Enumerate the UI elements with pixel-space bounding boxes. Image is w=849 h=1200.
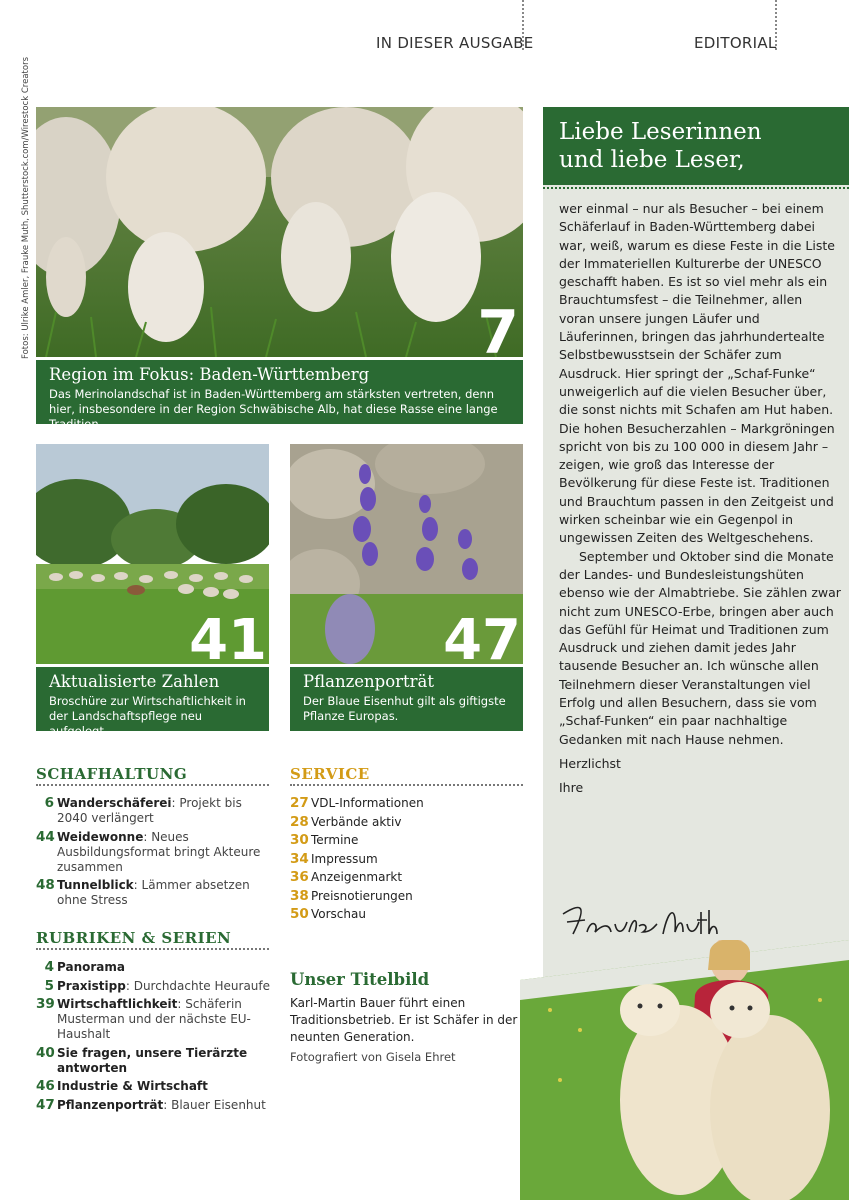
editorial-paragraph-2: September und Oktober sind die Monate der Landes- und Bundesleistungshüten ebenso wie der Almabtriebe. Sie zählen zwar nicht zum UNESCO-Erbe, bringen aber auch das Gefühl für Heimat und Traditionen zum Ausdruck und ziehen damit jedes Jahr tausende Besucher an. Ich wünsche allen Teilnehmern dieser Veranstaltungen viel Erfolg und allen Besuchern, dass sie vom „Schaf-Funken“ ein paar nachhaltige Gedanken mit nach Hause nehmen. <box>559 548 841 747</box>
teaser-page-number-47: 47 <box>443 608 521 664</box>
toc-item[interactable]: 44 Weidewonne: Neues Ausbildungsformat bringt Akteure zusammen <box>36 828 261 874</box>
rubriken-heading: RUBRIKEN & SERIEN <box>36 929 232 947</box>
toc-item[interactable]: 27 VDL-Informationen <box>290 795 424 811</box>
toc-item[interactable]: 48 Tunnelblick: Lämmer absetzen ohne Stress <box>36 877 250 907</box>
editorial-paragraph-1: wer einmal – nur als Besucher – bei einem Schäferlauf in Baden-Württemberg dabei war, weiß, warum es diese Feste in die Liste der Immateriellen Kulturerbe der UNESCO geschafft haben. Es ist so viel mehr als ein Brauchtumsfest – die Teilnehmer, allen voran unsere jungen Läufer und Läuferinnen, bringen das jahrhundertealte Selbstbewusstsein der Schäfer zum Ausdruck. Hier springt der „Schaf-Funke“ unweigerlich auf die vielen Besucher über, die sonst nichts mit Schafen am Hut haben. Die hohen Besucherzahlen – Markgröningen spricht von bis zu 100 000 in diesem Jahr – zeigen, wie groß das Interesse der Bevölkerung für diese Feste ist. Traditionen und Brauchtum passen in den Zeitgeist und wirken scheinbar wie ein Gegenpol in ungewissen Zeiten des Weltgeschehens. <box>559 201 835 546</box>
editorial-body <box>559 200 841 798</box>
schafhaltung-list <box>36 796 269 912</box>
toc-item[interactable]: 4 Panorama <box>44 959 125 975</box>
toc-item[interactable]: 6 Wanderschäferei: Projekt bis 2040 verlängert <box>44 795 242 825</box>
teaser-description-41: Broschüre zur Wirtschaftlichkeit in der Landschaftspflege neu aufgelegt. <box>49 694 246 738</box>
service-list <box>290 796 523 926</box>
toc-item[interactable]: 28 Verbände aktiv <box>290 813 402 830</box>
photo-credit: Fotos: Ulrike Amler, Frauke Muth, Shutterstock.com/Wirestock Creators <box>21 57 31 359</box>
service-heading: SERVICE <box>290 765 370 783</box>
toc-item[interactable]: 34 Impressum <box>290 850 378 867</box>
editorial-title: Liebe Leserinnen und liebe Leser, <box>543 107 849 185</box>
header-section-left: IN DIESER AUSGABE <box>376 34 534 52</box>
teaser-description-47: Der Blaue Eisenhut gilt als giftigste Pflanze Europas. <box>303 694 506 723</box>
toc-item[interactable]: 36 Anzeigenmarkt <box>290 869 403 885</box>
schafhaltung-divider <box>36 784 269 786</box>
feature-description: Das Merinolandschaf ist in Baden-Württemberg am stärksten vertreten, denn hier, insbesondere in der Region Schwäbische Alb, hat diese Rasse eine lange Tradition. <box>49 387 498 431</box>
editorial-closing: Herzlichst <box>559 755 621 771</box>
header-divider-right <box>775 0 777 50</box>
rubriken-list <box>36 960 271 1116</box>
header-section-right: EDITORIAL <box>694 34 777 52</box>
toc-item[interactable]: 40 Sie fragen, unsere Tierärzte antworten <box>36 1044 248 1075</box>
teaser-title-47: Pflanzenporträt <box>303 672 435 691</box>
header-divider-left <box>522 0 524 50</box>
cover-text: Karl-Martin Bauer führt einen Traditionsbetrieb. Er ist Schäfer in der neunten Generation. <box>290 996 518 1044</box>
teaser-caption-box-41[interactable] <box>36 667 269 738</box>
feature-page-number: 7 <box>477 298 519 357</box>
editorial-closing-2: Ihre <box>559 780 584 796</box>
feature-title: Region im Fokus: Baden-Württemberg <box>49 365 370 384</box>
toc-item[interactable]: 38 Preisnotierungen <box>290 887 413 904</box>
toc-item[interactable]: 46 Industrie & Wirtschaft <box>36 1078 208 1094</box>
editorial-photo-dogs[interactable] <box>520 940 849 1200</box>
service-divider <box>290 784 523 786</box>
teaser-photo-eisenhut[interactable] <box>290 444 523 664</box>
feature-caption-box[interactable] <box>36 360 523 431</box>
teaser-photo-flock[interactable] <box>36 444 269 664</box>
teaser-title-41: Aktualisierte Zahlen <box>49 672 220 691</box>
teaser-caption-box-47[interactable] <box>290 667 523 731</box>
cover-credit: Fotografiert von Gisela Ehret <box>290 1050 456 1064</box>
teaser-page-number-41: 41 <box>189 608 267 664</box>
schafhaltung-heading: SCHAFHALTUNG <box>36 765 188 783</box>
rubriken-divider <box>36 948 269 950</box>
toc-item[interactable]: 5 Praxistipp: Durchdachte Heuraufe <box>44 977 271 994</box>
toc-item[interactable]: 39 Wirtschaftlichkeit: Schäferin Musterman und der nächste EU-Haushalt <box>36 996 251 1041</box>
toc-item[interactable]: 47 Pflanzenporträt: Blauer Eisenhut <box>36 1096 266 1113</box>
feature-photo-sheep[interactable] <box>36 107 523 357</box>
toc-item[interactable]: 30 Termine <box>290 832 359 848</box>
cover-heading: Unser Titelbild <box>290 970 430 989</box>
editorial-divider <box>543 187 849 189</box>
toc-item[interactable]: 50 Vorschau <box>290 906 366 922</box>
